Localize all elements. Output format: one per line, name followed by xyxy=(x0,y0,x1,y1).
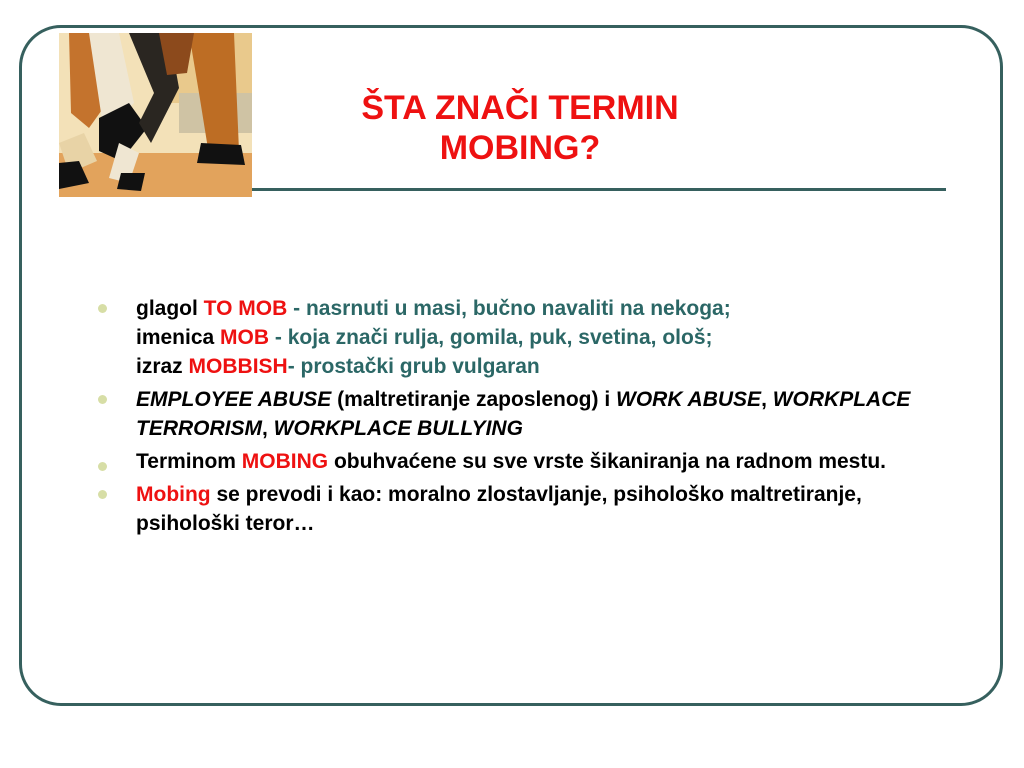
bullet-dot-icon xyxy=(98,304,107,313)
expression-definition: - prostački grub vulgaran xyxy=(287,355,540,378)
expression-label: izraz xyxy=(136,355,189,378)
bullet-dot-icon xyxy=(98,490,107,499)
verb-term: TO MOB xyxy=(203,297,288,320)
definition-text: obuhvaćene su sve vrste šikaniranja na radnom mestu. xyxy=(328,450,887,473)
bullet-item-translation xyxy=(98,480,958,538)
definition-term: MOBING xyxy=(241,450,329,473)
noun-label: imenica xyxy=(136,326,221,349)
slide-title xyxy=(260,88,780,168)
noun-term: MOB xyxy=(220,326,270,349)
term-employee-abuse-translation: (maltretiranje zaposlenog) i xyxy=(331,388,616,411)
bullet-dot-icon xyxy=(98,395,107,404)
term-work-abuse: WORK ABUSE xyxy=(616,388,762,411)
verb-definition: - nasrnuti u masi, bučno navaliti na nekoga; xyxy=(287,297,731,320)
bullet-dot-icon xyxy=(98,462,107,471)
definition-prefix: Terminom xyxy=(136,450,242,473)
etymology-line-expression xyxy=(136,352,958,381)
etymology-line-verb xyxy=(136,294,958,323)
translation-text: se prevodi i kao: moralno zlostavljanje, psihološko maltretiranje, psihološki teror… xyxy=(136,483,862,535)
separator: , xyxy=(262,417,274,440)
expression-term: MOBBISH xyxy=(188,355,288,378)
bullet-list xyxy=(98,294,958,538)
noun-definition: - koja znači rulja, gomila, puk, svetina, ološ; xyxy=(269,326,713,349)
crowd-legs-illustration-icon xyxy=(59,33,252,197)
etymology-line-noun xyxy=(136,323,958,352)
bullet-item-etymology xyxy=(98,294,958,381)
title-line-2: MOBING? xyxy=(439,129,601,167)
term-workplace-bullying: WORKPLACE BULLYING xyxy=(273,417,523,440)
title-divider xyxy=(252,188,946,191)
verb-label: glagol xyxy=(136,297,204,320)
bullet-item-english-terms xyxy=(98,385,958,443)
term-employee-abuse: EMPLOYEE ABUSE xyxy=(136,388,332,411)
term-workplace-terrorism: WORKPLACE TERRORISM xyxy=(136,388,911,440)
separator: , xyxy=(761,388,773,411)
title-line-1: ŠTA ZNAČI TERMIN xyxy=(361,89,679,127)
bullet-item-definition xyxy=(98,447,958,476)
translation-term: Mobing xyxy=(136,483,211,506)
